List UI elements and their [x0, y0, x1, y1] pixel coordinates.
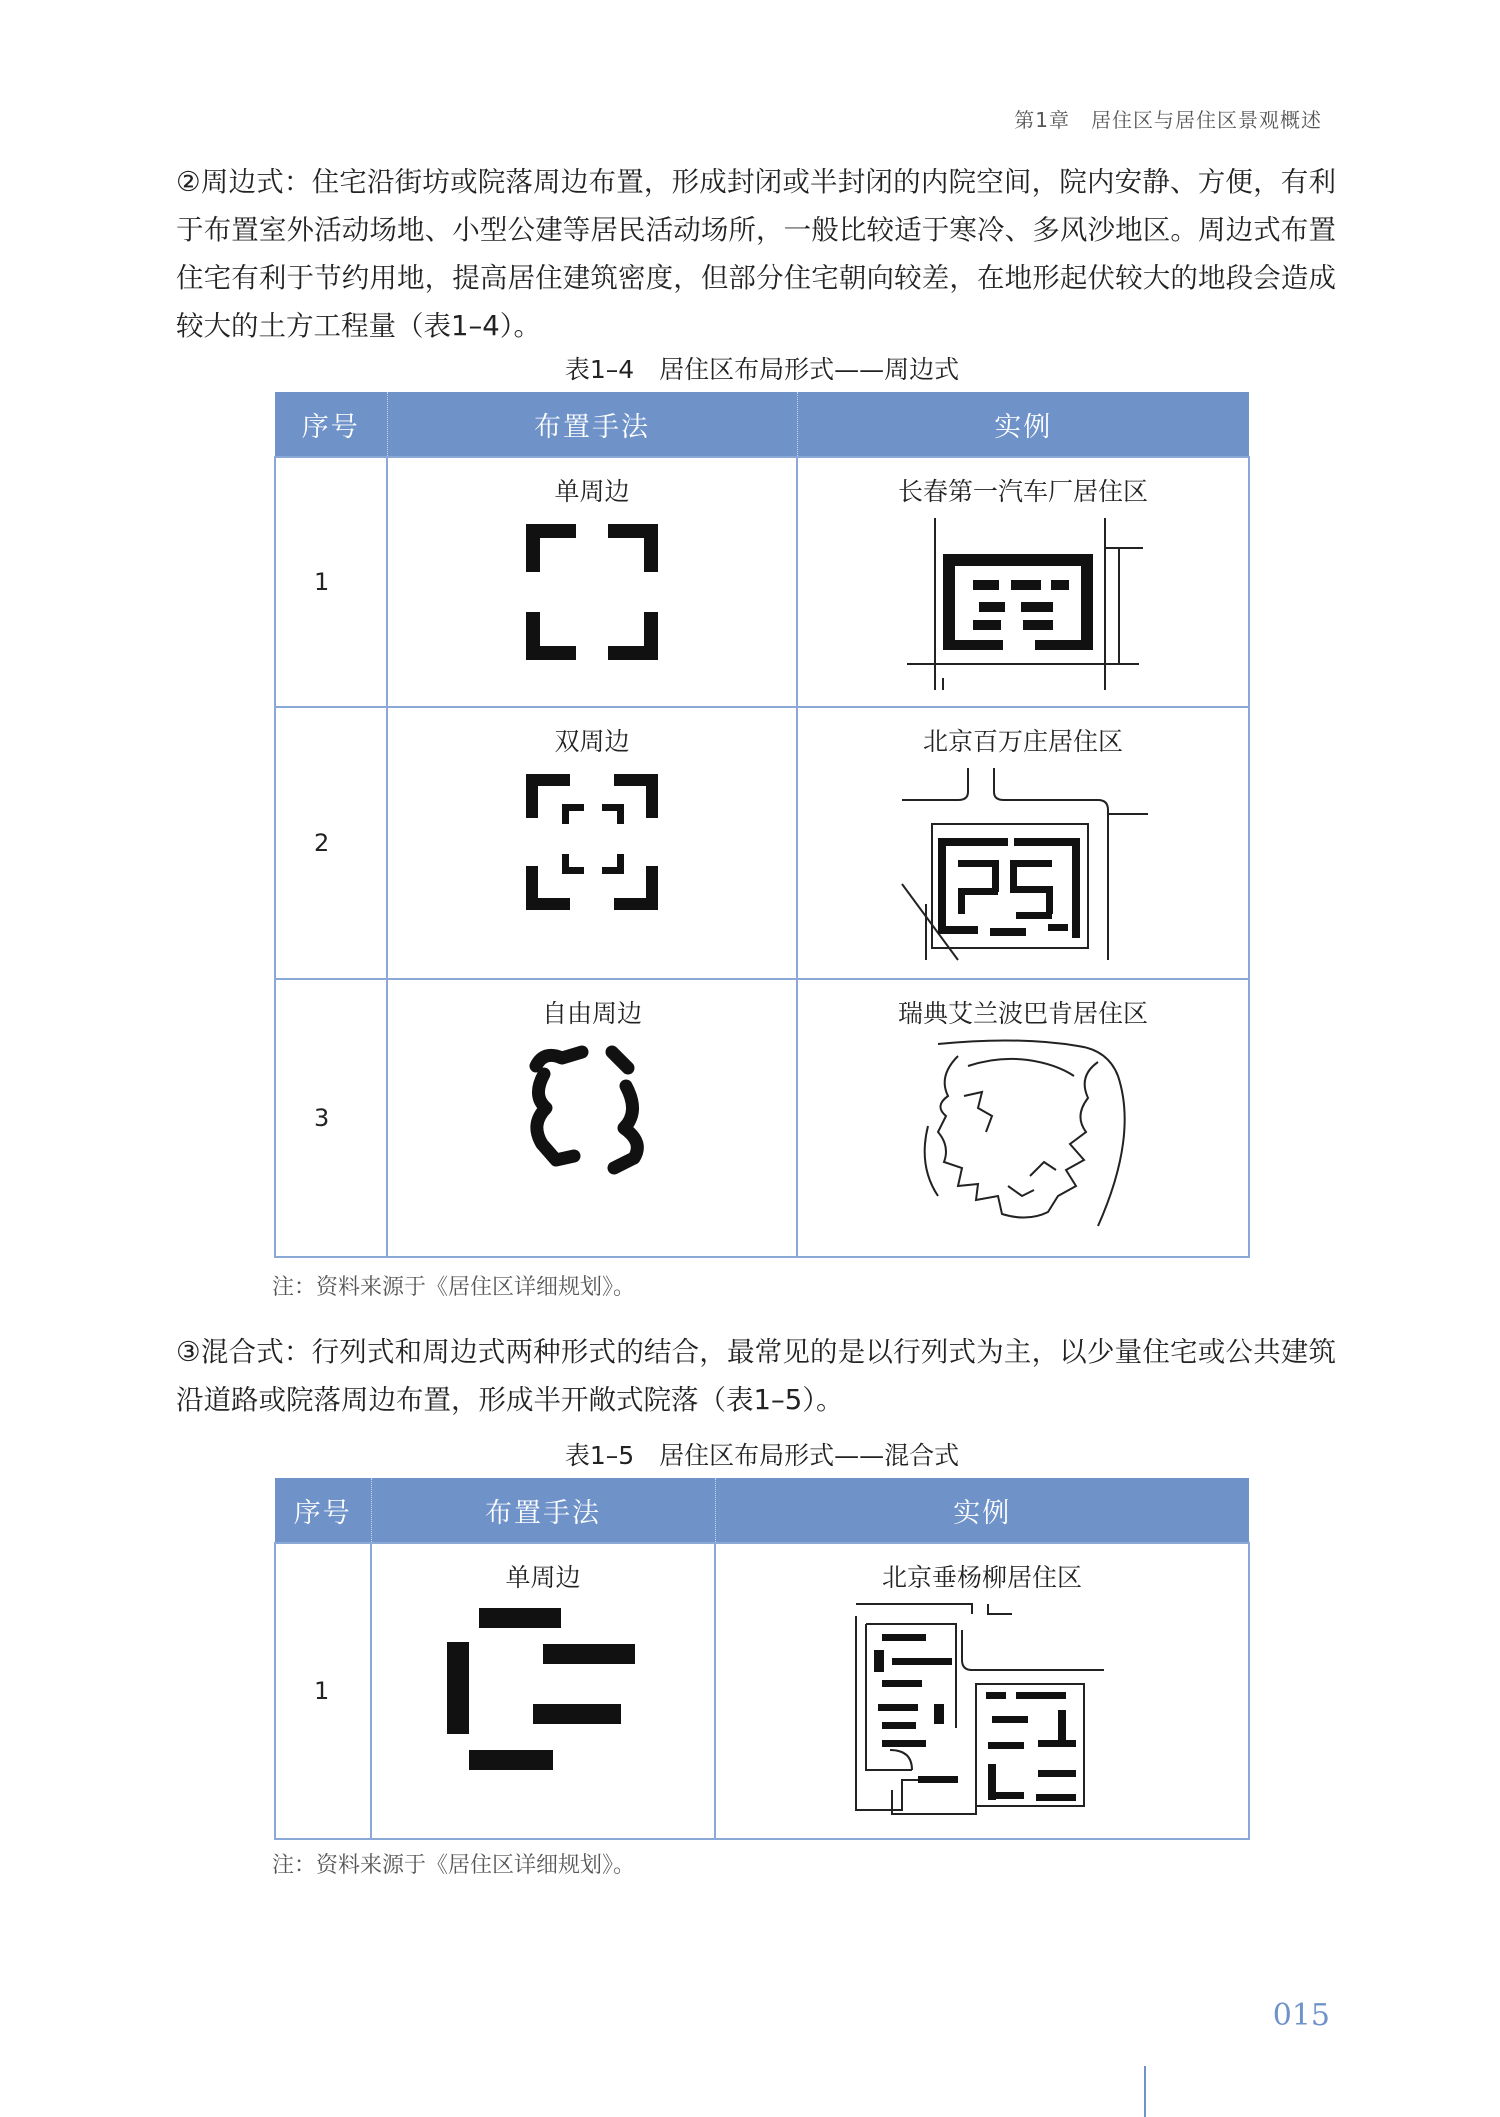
header-no: 序号 [275, 392, 387, 457]
example-label: 瑞典艾兰波巴肯居住区 [897, 999, 1148, 1028]
table-row [275, 1543, 1249, 1839]
method-cell [387, 457, 797, 707]
example-label: 北京垂杨柳居住区 [881, 1563, 1082, 1592]
table-header-row [275, 392, 1249, 457]
row-number: 1 [275, 457, 387, 707]
header-method: 布置手法 [387, 392, 797, 457]
row-number: 3 [275, 979, 387, 1257]
example-cell [797, 707, 1249, 979]
sweden-site-plan [898, 1036, 1148, 1236]
header-method: 布置手法 [371, 1478, 715, 1543]
header-example: 实例 [715, 1478, 1249, 1543]
row-number: 1 [275, 1543, 371, 1839]
beijing-baiwanzhuang-site-plan [898, 764, 1148, 964]
beijing-chuiyangliu-site-plan [852, 1600, 1112, 1822]
paragraph-perimeter: ②周边式：住宅沿街坊或院落周边布置，形成封闭或半封闭的内院空间，院内安静、方便，有利于布置室外活动场地、小型公建等居民活动场所，一般比较适于寒冷、多风沙地区。周边式布置住宅有利于节约用地，提高居住建筑密度，但部分住宅朝向较差，在地形起伏较大的地段会造成较大的土方工程量（表1–4）。 [176, 166, 1336, 342]
page-number: 015 [1272, 1998, 1330, 2033]
double-perimeter-diagram [522, 764, 662, 914]
example-label: 长春第一汽车厂居住区 [897, 477, 1148, 506]
example-cell [797, 457, 1249, 707]
table-1-4-caption: 表1–4 居住区布局形式——周边式 [564, 355, 960, 384]
table-1-5-caption: 表1–5 居住区布局形式——混合式 [564, 1441, 960, 1470]
method-cell [387, 979, 797, 1257]
changchun-site-plan [903, 514, 1143, 690]
header-no: 序号 [275, 1478, 371, 1543]
example-label: 北京百万庄居住区 [922, 727, 1123, 756]
table-header-row [275, 1478, 1249, 1543]
table-row [275, 979, 1249, 1257]
example-cell [715, 1543, 1249, 1839]
single-perimeter-diagram [522, 514, 662, 664]
header-example: 实例 [797, 392, 1249, 457]
method-label: 单周边 [505, 1563, 581, 1592]
method-cell [387, 707, 797, 979]
example-cell [797, 979, 1249, 1257]
table-row [275, 457, 1249, 707]
table-1-4 [274, 392, 1250, 1258]
free-perimeter-diagram [522, 1036, 662, 1186]
row-number: 2 [275, 707, 387, 979]
table-1-5 [274, 1478, 1250, 1840]
method-label: 单周边 [554, 477, 630, 506]
method-cell [371, 1543, 715, 1839]
table-1-4-note: 注：资料来源于《居住区详细规划》。 [272, 1275, 636, 1300]
running-header: 第1章 居住区与居住区景观概述 [1014, 108, 1322, 132]
method-label: 双周边 [554, 727, 630, 756]
table-1-5-note: 注：资料来源于《居住区详细规划》。 [272, 1853, 636, 1878]
paragraph-mixed: ③混合式：行列式和周边式两种形式的结合，最常见的是以行列式为主，以少量住宅或公共建筑沿道路或院落周边布置，形成半开敞式院落（表1–5）。 [176, 1336, 1336, 1416]
mixed-layout-diagram [433, 1600, 653, 1780]
gutter-mark [1144, 2066, 1146, 2117]
method-label: 自由周边 [541, 999, 642, 1028]
table-row [275, 707, 1249, 979]
